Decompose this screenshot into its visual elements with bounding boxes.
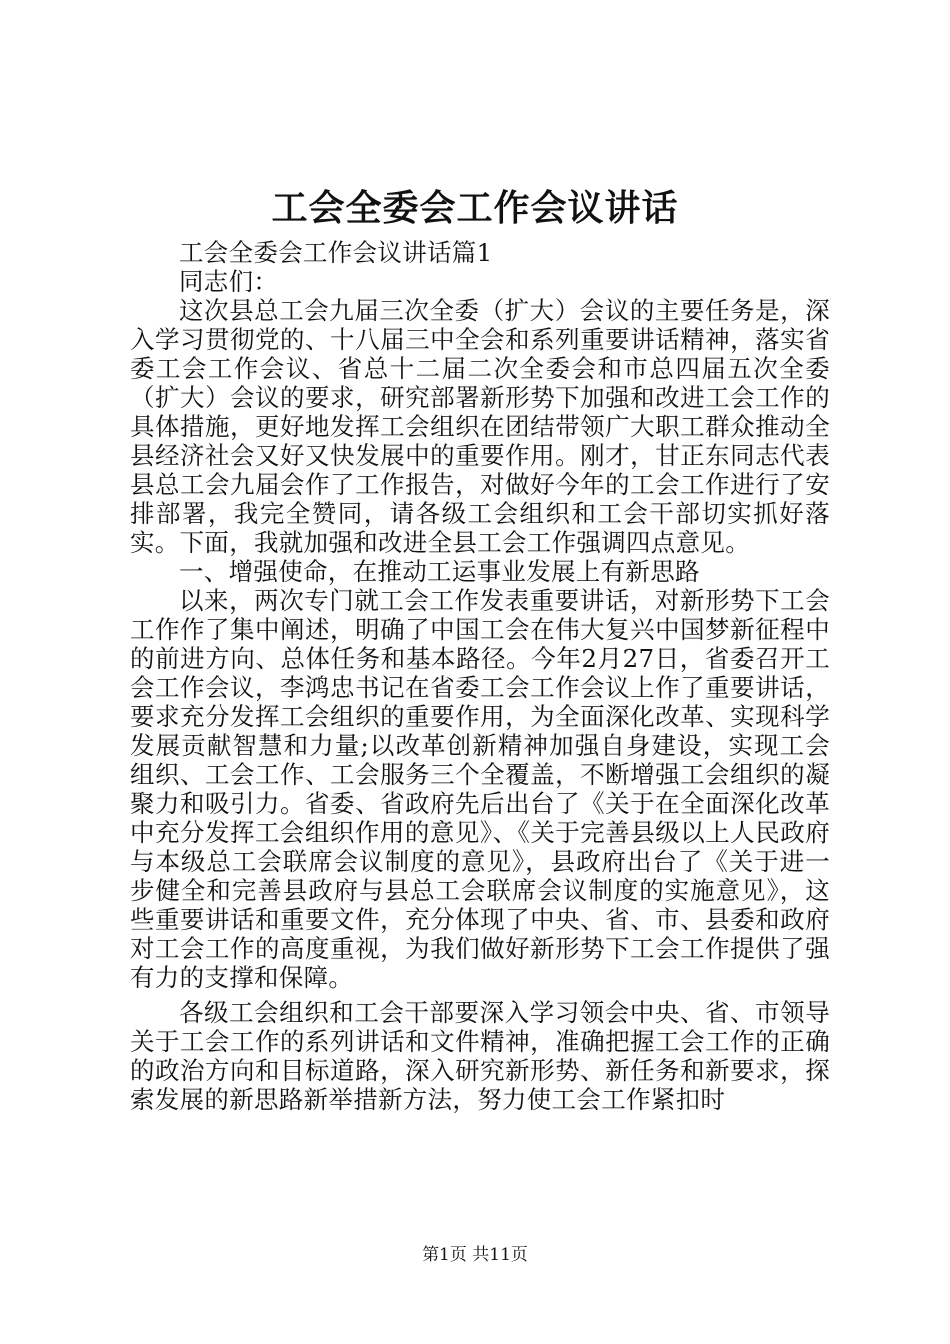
sub-heading: 一、增强使命，在推动工运事业发展上有新思路	[179, 557, 700, 586]
body-paragraph: 以来，两次专门就工会工作发表重要讲话，对新形势下工会工作作了集中阐述，明确了中国工会在伟大复兴中国梦新征程中的前进方向、总体任务和基本路径。今年2月27日，省委召开工会工作会议，李鸿忠书记在省委工会工作会议上作了重要讲话，要求充分发挥工会组织的重要作用，为全面深化改革、实现科学发展贡献智慧和力量;以改革创新精神加强自身建设，实现工会组织、工会工作、工会服务三个全覆盖，不断增强工会组织的凝聚力和吸引力。省委、省政府先后出台了《关于在全面深化改革中充分发挥工会组织作用的意见》、《关于完善县级以上人民政府与本级总工会联席会议制度的意见》，县政府出台了《关于进一步健全和完善县政府与县总工会联席会议制度的实施意见》，这些重要讲话和重要文件，充分体现了中央、省、市、县委和政府对工会工作的高度重视，为我们做好新形势下工会工作提供了强有力的支撑和保障。	[130, 586, 830, 992]
section-heading: 工会全委会工作会议讲话篇1	[179, 238, 493, 267]
document-body	[130, 238, 830, 1114]
body-paragraph: 这次县总工会九届三次全委（扩大）会议的主要任务是，深入学习贯彻党的、十八届三中全会和系列重要讲话精神，落实省委工会工作会议、省总十二届二次全委会和市总四届五次全委（扩大）会议的要求，研究部署新形势下加强和改进工会工作的具体措施，更好地发挥工会组织在团结带领广大职工群众推动全县经济社会又好又快发展中的重要作用。刚才，甘正东同志代表县总工会九届会作了工作报告，对做好今年的工会工作进行了安排部署，我完全赞同，请各级工会组织和工会干部切实抓好落实。下面，我就加强和改进全县工会工作强调四点意见。	[130, 296, 830, 557]
document-title: 工会全委会工作会议讲话	[271, 187, 679, 229]
body-paragraph: 各级工会组织和工会干部要深入学习领会中央、省、市领导关于工会工作的系列讲话和文件精神，准确把握工会工作的正确的政治方向和目标道路，深入研究新形势、新任务和新要求，探索发展的新思路新举措新方法，努力使工会工作紧扣时	[130, 998, 830, 1114]
page-footer: 第1页 共11页	[422, 1245, 528, 1265]
salutation: 同志们：	[179, 267, 279, 296]
